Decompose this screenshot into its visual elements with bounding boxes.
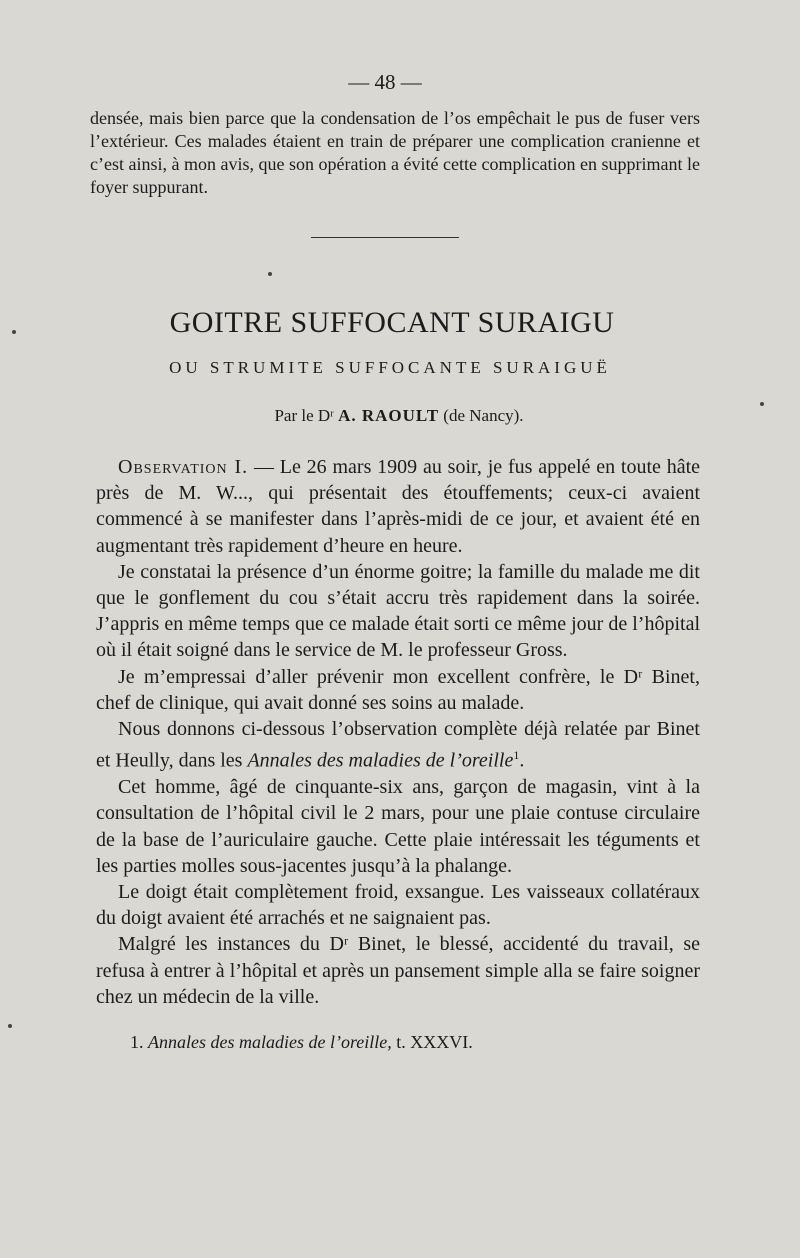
section-divider — [311, 237, 459, 238]
paragraph-2: Je constatai la présence d’un énorme goitre; la famille du malade me dit que le gonflement du cou s’était accru très rapidement dans la soirée. J’appris en même temps que ce malade était sorti ce même jour de l’hôpital où il était soigné dans le service de M. le professeur Gross. — [96, 560, 700, 662]
article-title: GOITRE SUFFOCANT SURAIGU — [169, 306, 615, 339]
footnote-text: t. XXXVI. — [391, 1031, 473, 1052]
observation-label: Observation I. — [118, 456, 249, 478]
byline-author: A. RAOULT — [338, 406, 440, 425]
article-subtitle: OU STRUMITE SUFFOCANTE SURAIGUË — [169, 358, 611, 377]
paragraph-7: Malgré les instances du Dʳ Binet, le blessé, accidenté du travail, se refusa à entrer à l’hôpital et après un pansement simple alla se faire soigner chez un médecin de la ville. — [96, 933, 700, 1008]
paragraph-4-text: Nous donnons ci-dessous l’observation complète déjà relatée par Binet et Heully, dans les — [96, 718, 700, 772]
margin-speck — [8, 1024, 12, 1028]
page-number: — 48 — — [348, 70, 422, 94]
footnote — [90, 1032, 700, 1053]
footnote-journal: Annales des maladies de l’oreille, — [148, 1031, 392, 1052]
paragraph-3: Je m’empressai d’aller prévenir mon excellent confrère, le Dʳ Binet, chef de clinique, qui avait donné ses soins au malade. — [96, 665, 700, 714]
article-body — [90, 454, 700, 1010]
margin-speck — [12, 330, 16, 334]
paragraph-1-text: — Le 26 mars 1909 au soir, je fus appelé en toute hâte près de M. W..., qui présentait des étouffements; ceux-ci avaient commencé à se manifester dans l’après-midi de ce jour, et avaient été en augmentant très rapidement d’heure en heure. — [96, 456, 701, 557]
continuation-block — [90, 107, 700, 199]
margin-speck — [268, 272, 272, 276]
byline-suffix: (de Nancy). — [443, 406, 524, 425]
paragraph-1 — [96, 454, 700, 559]
byline-prefix: Par le Dʳ — [274, 406, 334, 425]
paragraph-4-end: . — [519, 749, 525, 772]
journal-title: Annales des maladies de l’oreille — [247, 749, 514, 772]
footnote-number: 1. — [130, 1031, 144, 1052]
margin-speck — [760, 402, 764, 406]
paragraph-6: Le doigt était complètement froid, exsangue. Les vaisseaux collatéraux du doigt avaient été arrachés et ne saignaient pas. — [96, 880, 700, 930]
paragraph-5: Cet homme, âgé de cinquante-six ans, garçon de magasin, vint à la consultation de l’hôpital civil le 2 mars, pour une plaie contuse circulaire de la base de l’auriculaire gauche. Cette plaie intéressait les téguments et les parties molles sous-jacentes jusqu’à la phalange. — [96, 776, 700, 877]
footnote-ref: 1 — [513, 748, 520, 763]
continuation-paragraph: densée, mais bien parce que la condensation de l’os empêchait le pus de fuser vers l’extérieur. Ces malades étaient en train de préparer une complication cranienne et c’est ainsi, à mon avis, que son opération a évité cette complication en supprimant le foyer suppurant. — [90, 108, 700, 197]
byline — [90, 406, 700, 426]
paragraph-4 — [96, 716, 700, 774]
